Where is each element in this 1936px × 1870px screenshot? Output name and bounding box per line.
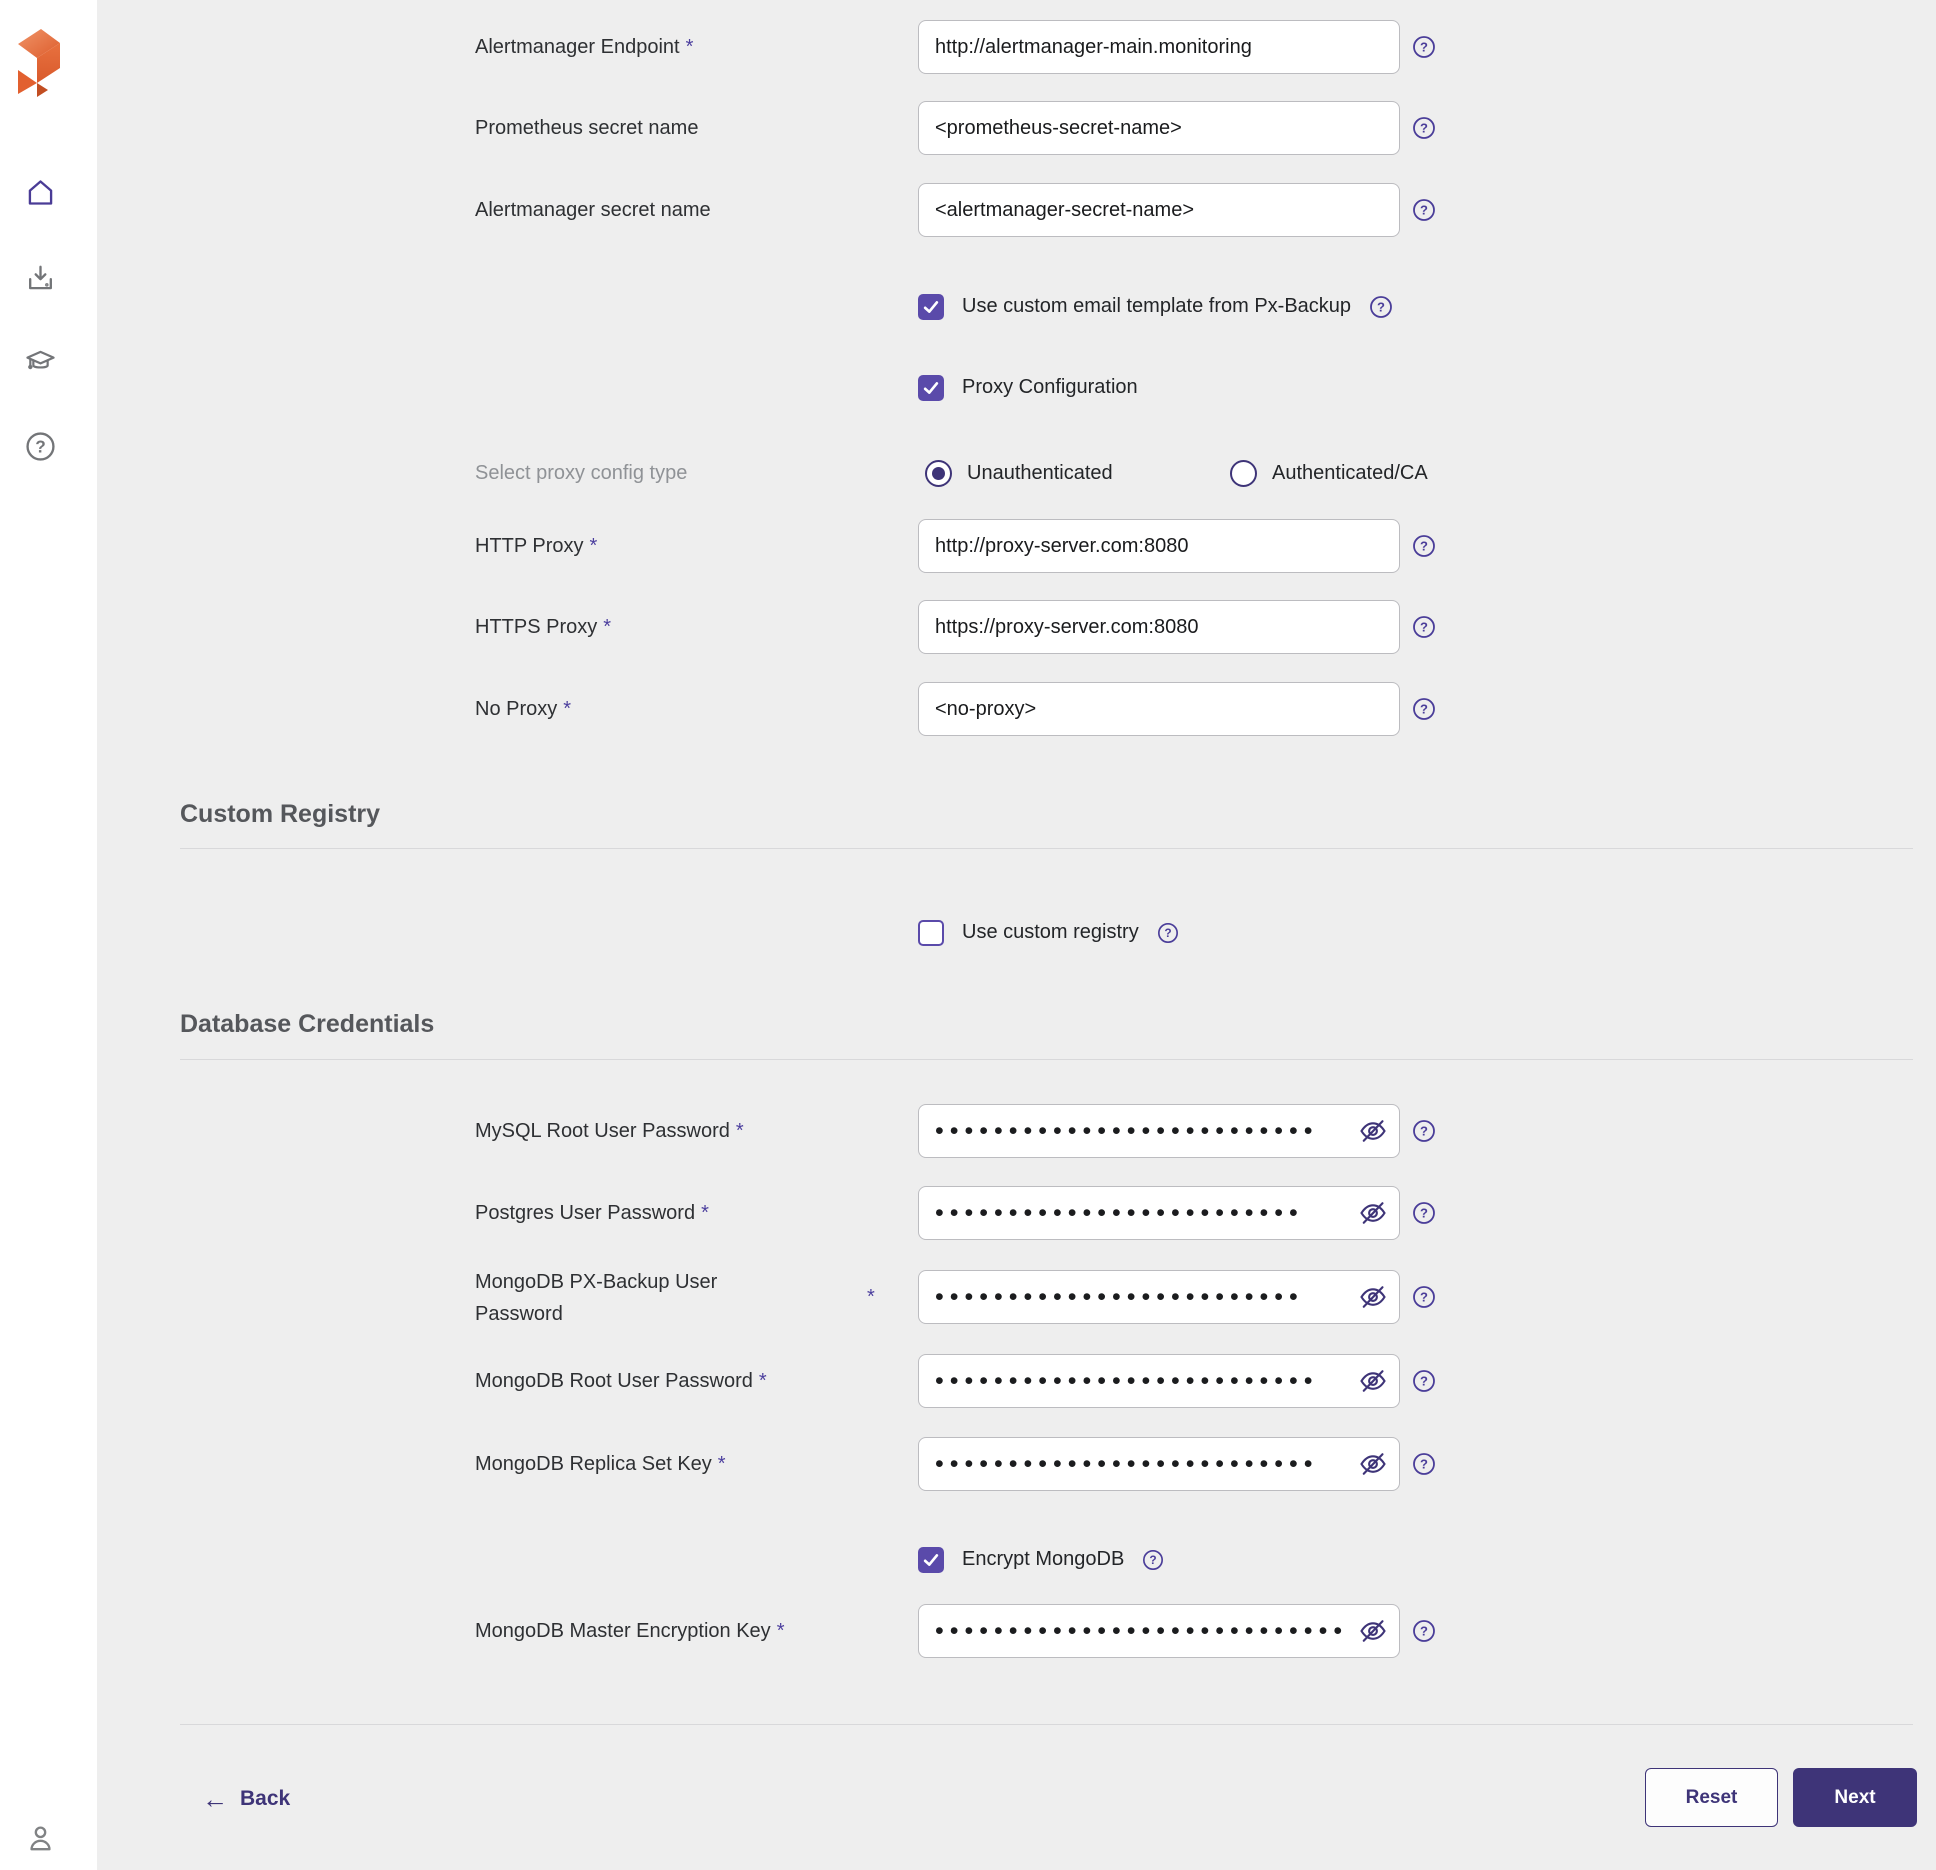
mongodb-master-key-help-icon[interactable] xyxy=(1412,1619,1436,1643)
reset-button[interactable]: Reset xyxy=(1645,1768,1778,1827)
custom-email-checkbox-row xyxy=(918,293,1393,320)
svg-text:?: ? xyxy=(1420,1373,1428,1389)
encrypt-mongodb-help-icon[interactable] xyxy=(1142,1549,1164,1571)
mongodb-pxbackup-password-eye-off-icon[interactable] xyxy=(1358,1282,1388,1312)
unauthenticated-radio[interactable] xyxy=(925,460,952,487)
custom-registry-section-title: Custom Registry xyxy=(180,800,381,828)
academy-icon[interactable] xyxy=(24,345,57,378)
svg-text:?: ? xyxy=(1420,120,1428,136)
svg-text:?: ? xyxy=(1377,299,1386,315)
prometheus-secret-input[interactable] xyxy=(918,101,1400,155)
back-link[interactable] xyxy=(202,1770,290,1828)
proxy-type-label: Select proxy config type xyxy=(475,462,688,484)
alertmanager-secret-help-icon[interactable] xyxy=(1412,198,1436,222)
custom-email-checkbox[interactable] xyxy=(918,294,944,320)
svg-text:?: ? xyxy=(1164,925,1172,940)
mongodb-root-password-help-icon[interactable] xyxy=(1412,1369,1436,1393)
home-icon[interactable] xyxy=(24,176,57,209)
back-arrow-icon: ← xyxy=(202,1783,228,1814)
unauthenticated-radio-label: Unauthenticated xyxy=(967,461,1113,484)
proxy-configuration-checkbox[interactable] xyxy=(918,375,944,401)
no-proxy-label: No Proxy * xyxy=(475,698,572,720)
mongodb-replica-key-help-icon[interactable] xyxy=(1412,1452,1436,1476)
mongodb-pxbackup-password-help-icon[interactable] xyxy=(1412,1285,1436,1309)
divider xyxy=(180,1724,1913,1725)
proxy-configuration-checkbox-row xyxy=(918,374,1138,401)
authenticated-ca-radio-label: Authenticated/CA xyxy=(1272,461,1428,484)
https-proxy-label: HTTPS Proxy * xyxy=(475,616,612,638)
prometheus-secret-label: Prometheus secret name xyxy=(475,117,699,139)
svg-text:?: ? xyxy=(1420,1623,1428,1639)
portworx-logo[interactable] xyxy=(17,28,63,96)
encrypt-mongodb-checkbox[interactable] xyxy=(918,1547,944,1573)
postgres-password-label: Postgres User Password * xyxy=(475,1202,709,1224)
postgres-password-eye-off-icon[interactable] xyxy=(1358,1198,1388,1228)
configuration-form xyxy=(97,0,1936,1870)
next-button[interactable]: Next xyxy=(1793,1768,1917,1827)
mongodb-root-password-input[interactable] xyxy=(918,1354,1400,1408)
authenticated-ca-radio[interactable] xyxy=(1230,460,1257,487)
proxy-type-option-authenticated xyxy=(1230,459,1428,487)
svg-text:?: ? xyxy=(1420,1205,1428,1221)
divider xyxy=(180,1059,1913,1060)
help-icon[interactable] xyxy=(24,430,57,463)
svg-text:?: ? xyxy=(1420,701,1428,717)
proxy-configuration-checkbox-label: Proxy Configuration xyxy=(962,376,1138,398)
encrypt-mongodb-checkbox-label: Encrypt MongoDB xyxy=(962,1548,1125,1570)
mysql-root-password-label: MySQL Root User Password * xyxy=(475,1120,744,1142)
no-proxy-help-icon[interactable] xyxy=(1412,697,1436,721)
mongodb-master-key-label: MongoDB Master Encryption Key * xyxy=(475,1620,785,1642)
svg-text:?: ? xyxy=(1420,1289,1428,1305)
custom-email-help-icon[interactable] xyxy=(1369,295,1393,319)
divider xyxy=(180,848,1913,849)
svg-text:?: ? xyxy=(1420,39,1428,55)
mongodb-root-password-eye-off-icon[interactable] xyxy=(1358,1366,1388,1396)
encrypt-mongodb-checkbox-row xyxy=(918,1546,1164,1573)
https-proxy-help-icon[interactable] xyxy=(1412,615,1436,639)
profile-icon[interactable] xyxy=(24,1822,57,1855)
mongodb-pxbackup-password-input[interactable] xyxy=(918,1270,1400,1324)
database-credentials-section-title: Database Credentials xyxy=(180,1010,435,1038)
alertmanager-endpoint-label: Alertmanager Endpoint * xyxy=(475,36,694,58)
alertmanager-endpoint-help-icon[interactable] xyxy=(1412,35,1436,59)
postgres-password-help-icon[interactable] xyxy=(1412,1201,1436,1225)
mongodb-pxbackup-password-label: MongoDB PX-Backup User Password xyxy=(475,1271,718,1325)
use-custom-registry-checkbox-row xyxy=(918,919,1179,946)
mongodb-root-password-label: MongoDB Root User Password * xyxy=(475,1370,767,1392)
svg-text:?: ? xyxy=(1420,538,1428,554)
alertmanager-secret-label: Alertmanager secret name xyxy=(475,199,711,221)
http-proxy-help-icon[interactable] xyxy=(1412,534,1436,558)
mongodb-replica-key-eye-off-icon[interactable] xyxy=(1358,1449,1388,1479)
install-icon[interactable] xyxy=(24,262,57,295)
custom-email-checkbox-label: Use custom email template from Px-Backup xyxy=(962,295,1352,317)
prometheus-secret-help-icon[interactable] xyxy=(1412,116,1436,140)
svg-text:?: ? xyxy=(1420,1456,1428,1472)
svg-text:?: ? xyxy=(1420,1123,1428,1139)
mongodb-replica-key-input[interactable] xyxy=(918,1437,1400,1491)
no-proxy-input[interactable] xyxy=(918,682,1400,736)
mongodb-master-key-input[interactable] xyxy=(918,1604,1400,1658)
svg-text:?: ? xyxy=(1420,202,1428,218)
back-label: Back xyxy=(240,1787,291,1810)
svg-text:?: ? xyxy=(1149,1552,1157,1567)
https-proxy-input[interactable] xyxy=(918,600,1400,654)
mongodb-pxbackup-password-required-star: * xyxy=(867,1286,875,1308)
alertmanager-endpoint-input[interactable] xyxy=(918,20,1400,74)
mongodb-master-key-eye-off-icon[interactable] xyxy=(1358,1616,1388,1646)
svg-text:?: ? xyxy=(1420,619,1428,635)
mysql-root-password-eye-off-icon[interactable] xyxy=(1358,1116,1388,1146)
use-custom-registry-checkbox-label: Use custom registry xyxy=(962,921,1139,943)
http-proxy-input[interactable] xyxy=(918,519,1400,573)
use-custom-registry-checkbox[interactable] xyxy=(918,920,944,946)
http-proxy-label: HTTP Proxy * xyxy=(475,535,598,557)
alertmanager-secret-input[interactable] xyxy=(918,183,1400,237)
svg-text:?: ? xyxy=(35,436,46,457)
mysql-root-password-help-icon[interactable] xyxy=(1412,1119,1436,1143)
use-custom-registry-help-icon[interactable] xyxy=(1157,922,1179,944)
postgres-password-input[interactable] xyxy=(918,1186,1400,1240)
mysql-root-password-input[interactable] xyxy=(918,1104,1400,1158)
mongodb-replica-key-label: MongoDB Replica Set Key * xyxy=(475,1453,726,1475)
proxy-type-option-unauthenticated xyxy=(925,459,1113,487)
sidebar xyxy=(0,0,97,1870)
